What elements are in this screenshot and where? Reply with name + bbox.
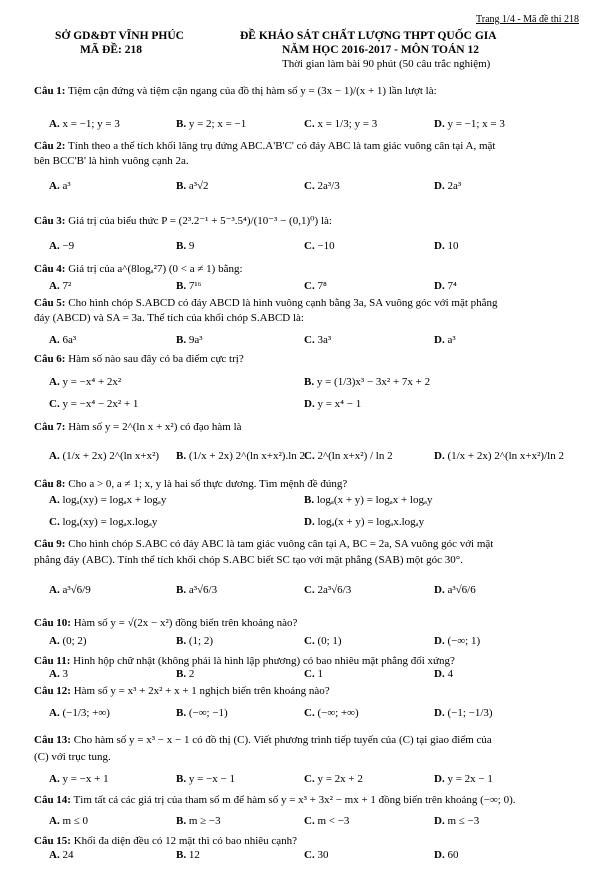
answer-option-b[interactable]	[176, 668, 194, 680]
option-key: B.	[176, 815, 187, 827]
option-value: 10	[447, 240, 459, 252]
answer-option-a[interactable]	[49, 180, 71, 192]
option-key: A.	[49, 240, 60, 252]
question-label: Câu 13:	[34, 734, 71, 746]
answer-option-b[interactable]	[176, 180, 209, 192]
option-value: y = −x − 1	[188, 773, 235, 785]
option-value: logₐ(x + y) = logₐx.logₐy	[317, 516, 425, 528]
option-value: 4	[447, 668, 453, 680]
option-key: C.	[304, 118, 315, 130]
option-key: C.	[49, 516, 60, 528]
option-value: a³√6/9	[62, 584, 91, 596]
option-value: −9	[62, 240, 75, 252]
question-text: Cho a > 0, a ≠ 1; x, y là hai số thực dương. Tìm mệnh đề đúng?	[68, 478, 348, 490]
option-key: C.	[304, 584, 315, 596]
option-key: C.	[304, 668, 315, 680]
option-value: y = 2x + 2	[317, 773, 363, 785]
question-label: Câu 4:	[34, 263, 66, 275]
option-value: 60	[447, 849, 459, 861]
option-value: a³	[62, 180, 71, 192]
option-value: m ≥ −3	[188, 815, 221, 827]
answer-option-d[interactable]	[304, 398, 361, 410]
option-key: D.	[304, 516, 315, 528]
question-6	[34, 352, 579, 366]
answer-option-c[interactable]	[304, 334, 331, 346]
option-key: D.	[434, 707, 445, 719]
answer-option-a[interactable]	[49, 815, 88, 827]
option-value: 12	[188, 849, 200, 861]
option-key: D.	[434, 334, 445, 346]
question-14	[34, 793, 579, 807]
answer-option-a[interactable]	[49, 849, 73, 861]
question-text: Hàm số nào sau đây có ba điểm cực trị?	[68, 353, 244, 365]
option-key: C.	[304, 240, 315, 252]
option-value: (−∞; −1)	[188, 707, 228, 719]
question-label: Câu 1:	[34, 85, 66, 97]
question-label: Câu 12:	[34, 685, 71, 697]
answer-option-b[interactable]	[176, 815, 221, 827]
question-5	[34, 296, 579, 310]
option-key: D.	[434, 849, 445, 861]
option-key: C.	[304, 773, 315, 785]
option-value: (−∞; 1)	[447, 635, 481, 647]
option-key: C.	[304, 280, 315, 292]
question-text-continued: đáy (ABCD) và SA = 3a. Thể tích của khối chóp S.ABCD là:	[34, 312, 304, 324]
option-key: C.	[304, 334, 315, 346]
option-value: a³√6/6	[447, 584, 476, 596]
option-value: (1/x + 2x) 2^(ln x+x²)	[62, 450, 160, 462]
answer-option-a[interactable]	[49, 494, 166, 506]
question-text-continued: bên BCC'B' là hình vuông cạnh 2a.	[34, 155, 189, 167]
question-label: Câu 5:	[34, 297, 66, 309]
option-key: B.	[176, 668, 187, 680]
question-12	[34, 684, 579, 698]
question-label: Câu 8:	[34, 478, 66, 490]
option-key: B.	[176, 707, 187, 719]
option-key: A.	[49, 635, 60, 647]
option-key: A.	[49, 376, 60, 388]
question-text: Hàm số y = 2^(ln x + x²) có đạo hàm là	[68, 421, 242, 433]
answer-option-c[interactable]	[304, 180, 340, 192]
option-value: a³√6/3	[188, 584, 218, 596]
question-text: Hàm số y = x³ + 2x² + x + 1 nghịch biến trên khoảng nào?	[73, 685, 330, 697]
option-value: y = −x⁴ + 2x²	[62, 376, 122, 388]
question-text: Tính theo a thể tích khối lăng trụ đứng ABC.A'B'C' có đáy ABC là tam giác vuông cân tại A, mặt	[68, 140, 496, 152]
option-key: A.	[49, 450, 60, 462]
option-key: A.	[49, 334, 60, 346]
question-text: Hàm số y = √(2x − x²) đồng biến trên khoảng nào?	[73, 617, 298, 629]
answer-option-c[interactable]	[49, 398, 138, 410]
option-value: 1	[317, 668, 323, 680]
option-key: C.	[304, 815, 315, 827]
option-value: (1; 2)	[188, 635, 213, 647]
option-value: y = −1; x = 3	[447, 118, 505, 130]
option-value: 7¹⁶	[188, 280, 202, 292]
page-info: Trang 1/4 - Mã đề thi 218	[476, 14, 579, 25]
option-key: B.	[176, 849, 187, 861]
question-13	[34, 733, 579, 747]
option-key: B.	[176, 180, 187, 192]
answer-option-d[interactable]	[434, 240, 458, 252]
option-value: a³√2	[188, 180, 209, 192]
option-key: A.	[49, 584, 60, 596]
answer-option-c[interactable]	[304, 118, 377, 130]
answer-option-c[interactable]	[304, 280, 327, 292]
question-2	[34, 139, 579, 153]
question-text-continued: phẳng đáy (ABC). Tính thể tích khối chóp S.ABC biết SC tạo với mặt phẳng (SAB) một góc 30°.	[34, 554, 463, 566]
option-value: 3	[62, 668, 68, 680]
option-value: 2	[188, 668, 195, 680]
answer-option-c[interactable]	[304, 668, 323, 680]
question-3	[34, 214, 579, 228]
option-key: A.	[49, 815, 60, 827]
question-text-continued: (C) với trục tung.	[34, 751, 111, 763]
question-text: Cho hình chóp S.ABC có đáy ABC là tam giác vuông cân tại A, BC = 2a, SA vuông góc với mặt	[68, 538, 494, 550]
option-value: logₐ(xy) = logₐx + logₐy	[62, 494, 167, 506]
exam-year: NĂM HỌC 2016-2017 - MÔN TOÁN 12	[282, 44, 479, 56]
question-text: Giá trị của biểu thức P = (2³.2⁻¹ + 5⁻³.5⁴)/(10⁻³ − (0,1)⁰) là:	[68, 215, 332, 227]
option-value: (1/x + 2x) 2^(ln x+x²)/ln 2	[447, 450, 564, 462]
option-value: 2a³	[447, 180, 462, 192]
answer-option-a[interactable]	[49, 635, 87, 647]
option-key: D.	[304, 398, 315, 410]
option-value: 7⁸	[317, 280, 327, 292]
option-key: B.	[176, 773, 187, 785]
answer-option-a[interactable]	[49, 584, 91, 596]
answer-option-c[interactable]	[304, 815, 349, 827]
option-key: C.	[304, 707, 315, 719]
answer-option-c[interactable]	[304, 450, 393, 462]
answer-option-c[interactable]	[304, 707, 359, 719]
question-text: Tìm tất cả các giá trị của tham số m để hàm số y = x³ + 3x² − mx + 1 đồng biến trên khoảng (−∞; 0).	[73, 794, 516, 806]
answer-option-a[interactable]	[49, 707, 110, 719]
option-value: y = −x⁴ − 2x² + 1	[62, 398, 139, 410]
option-key: C.	[304, 180, 315, 192]
option-value: 7⁴	[447, 280, 457, 292]
option-key: A.	[49, 773, 60, 785]
option-value: 24	[62, 849, 74, 861]
answer-option-b[interactable]	[176, 707, 228, 719]
option-value: 3a³	[317, 334, 332, 346]
answer-option-d[interactable]	[434, 635, 480, 647]
question-label: Câu 14:	[34, 794, 71, 806]
option-value: y = (1/3)x³ − 3x² + 7x + 2	[316, 376, 431, 388]
option-key: D.	[434, 450, 445, 462]
option-key: D.	[434, 118, 445, 130]
option-key: D.	[434, 815, 445, 827]
question-text: Khối đa diện đều có 12 mặt thì có bao nhiêu cạnh?	[73, 835, 298, 847]
answer-option-d[interactable]	[434, 280, 457, 292]
answer-option-d[interactable]	[434, 450, 564, 462]
answer-option-a[interactable]	[49, 668, 68, 680]
answer-option-b[interactable]	[304, 494, 432, 506]
school-name: SỞ GD&ĐT VĨNH PHÚC	[55, 30, 184, 42]
answer-option-d[interactable]	[434, 334, 456, 346]
question-1	[34, 84, 579, 98]
option-value: (0; 2)	[62, 635, 87, 647]
option-key: D.	[434, 635, 445, 647]
question-8	[34, 477, 579, 491]
answer-option-b[interactable]	[176, 450, 305, 462]
answer-option-a[interactable]	[49, 376, 121, 388]
answer-option-a[interactable]	[49, 450, 159, 462]
question-9	[34, 537, 579, 551]
answer-option-b[interactable]	[176, 118, 246, 130]
answer-option-d[interactable]	[434, 773, 493, 785]
answer-option-b[interactable]	[176, 334, 203, 346]
option-value: (0; 1)	[317, 635, 342, 647]
option-key: C.	[304, 450, 315, 462]
question-15	[34, 834, 579, 848]
option-value: 2a³/3	[317, 180, 340, 192]
option-value: (1/x + 2x) 2^(ln x+x²).ln 2	[188, 450, 306, 462]
option-key: A.	[49, 180, 60, 192]
option-key: D.	[434, 180, 445, 192]
option-value: m < −3	[317, 815, 350, 827]
answer-option-c[interactable]	[304, 849, 328, 861]
exam-code: MÃ ĐỀ: 218	[80, 44, 142, 56]
option-value: y = 2; x = −1	[188, 118, 247, 130]
answer-option-b[interactable]	[176, 635, 213, 647]
option-key: B.	[304, 494, 315, 506]
answer-option-a[interactable]	[49, 118, 120, 130]
answer-option-d[interactable]	[434, 707, 493, 719]
option-value: y = 2x − 1	[447, 773, 493, 785]
question-label: Câu 11:	[34, 655, 71, 667]
option-value: 7²	[62, 280, 72, 292]
option-key: D.	[434, 773, 445, 785]
option-value: y = x⁴ − 1	[317, 398, 362, 410]
answer-option-c[interactable]	[304, 635, 342, 647]
answer-option-b[interactable]	[304, 376, 430, 388]
question-label: Câu 3:	[34, 215, 66, 227]
option-key: B.	[176, 240, 187, 252]
question-text: Cho hàm số y = x³ − x − 1 có đồ thị (C). Viết phương trình tiếp tuyến của (C) tại giao điểm của	[73, 734, 492, 746]
answer-option-a[interactable]	[49, 280, 71, 292]
option-key: C.	[304, 849, 315, 861]
option-key: A.	[49, 118, 60, 130]
question-7	[34, 420, 579, 434]
option-key: B.	[176, 450, 187, 462]
question-label: Câu 9:	[34, 538, 66, 550]
option-value: 9a³	[188, 334, 203, 346]
option-key: C.	[49, 398, 60, 410]
option-value: 2a³√6/3	[317, 584, 352, 596]
option-value: (−1; −1/3)	[447, 707, 493, 719]
option-key: D.	[434, 240, 445, 252]
question-label: Câu 7:	[34, 421, 66, 433]
answer-option-c[interactable]	[304, 584, 351, 596]
answer-option-a[interactable]	[49, 334, 76, 346]
answer-option-d[interactable]	[304, 516, 424, 528]
answer-option-d[interactable]	[434, 584, 476, 596]
answer-option-b[interactable]	[176, 240, 194, 252]
answer-option-a[interactable]	[49, 240, 74, 252]
option-key: B.	[176, 635, 187, 647]
answer-option-a[interactable]	[49, 773, 109, 785]
option-key: B.	[176, 584, 187, 596]
option-key: D.	[434, 584, 445, 596]
question-text: Hình hộp chữ nhật (không phải là hình lập phương) có bao nhiêu mặt phẳng đối xứng?	[73, 655, 455, 667]
option-value: m ≤ −3	[447, 815, 480, 827]
question-text: Cho hình chóp S.ABCD có đáy ABCD là hình vuông cạnh bằng 3a, SA vuông góc với mặt phẳng	[68, 297, 498, 309]
answer-option-d[interactable]	[434, 815, 479, 827]
answer-option-d[interactable]	[434, 118, 505, 130]
option-value: m ≤ 0	[62, 815, 89, 827]
option-key: B.	[176, 118, 187, 130]
option-value: 30	[317, 849, 329, 861]
option-value: (−1/3; +∞)	[62, 707, 110, 719]
option-value: 9	[188, 240, 195, 252]
option-value: a³	[447, 334, 456, 346]
option-value: y = −x + 1	[62, 773, 109, 785]
option-value: −10	[317, 240, 335, 252]
option-key: A.	[49, 707, 60, 719]
option-value: 6a³	[62, 334, 77, 346]
option-value: x = 1/3; y = 3	[317, 118, 378, 130]
question-label: Câu 15:	[34, 835, 71, 847]
answer-option-c[interactable]	[49, 516, 157, 528]
answer-option-c[interactable]	[304, 773, 363, 785]
option-key: D.	[434, 280, 445, 292]
option-key: A.	[49, 280, 60, 292]
option-key: C.	[304, 635, 315, 647]
answer-option-d[interactable]	[434, 668, 453, 680]
option-value: 2^(ln x+x²) / ln 2	[317, 450, 393, 462]
exam-title: ĐỀ KHẢO SÁT CHẤT LƯỢNG THPT QUỐC GIA	[240, 30, 497, 42]
option-key: B.	[176, 334, 187, 346]
option-key: D.	[434, 668, 445, 680]
question-text: Tiệm cận đứng và tiệm cận ngang của đồ thị hàm số y = (3x − 1)/(x + 1) lần lượt là:	[68, 85, 437, 97]
option-key: A.	[49, 849, 60, 861]
answer-option-b[interactable]	[176, 849, 200, 861]
question-4	[34, 262, 579, 276]
option-key: A.	[49, 668, 60, 680]
option-value: x = −1; y = 3	[62, 118, 120, 130]
question-10	[34, 616, 579, 630]
answer-option-d[interactable]	[434, 849, 458, 861]
option-key: A.	[49, 494, 60, 506]
exam-time: Thời gian làm bài 90 phút (50 câu trắc nghiệm)	[282, 58, 491, 70]
question-text: Giá trị của a^(8logₐ²7) (0 < a ≠ 1) bằng:	[68, 263, 243, 275]
option-key: B.	[176, 280, 187, 292]
option-key: B.	[304, 376, 315, 388]
answer-option-c[interactable]	[304, 240, 335, 252]
answer-option-b[interactable]	[176, 280, 201, 292]
question-label: Câu 2:	[34, 140, 66, 152]
answer-option-b[interactable]	[176, 773, 235, 785]
option-value: logₐ(xy) = logₐx.logₐy	[62, 516, 158, 528]
option-value: logₐ(x + y) = logₐx + logₐy	[316, 494, 433, 506]
question-label: Câu 6:	[34, 353, 66, 365]
answer-option-d[interactable]	[434, 180, 461, 192]
question-11	[34, 654, 579, 668]
question-label: Câu 10:	[34, 617, 71, 629]
answer-option-b[interactable]	[176, 584, 217, 596]
option-value: (−∞; +∞)	[317, 707, 359, 719]
